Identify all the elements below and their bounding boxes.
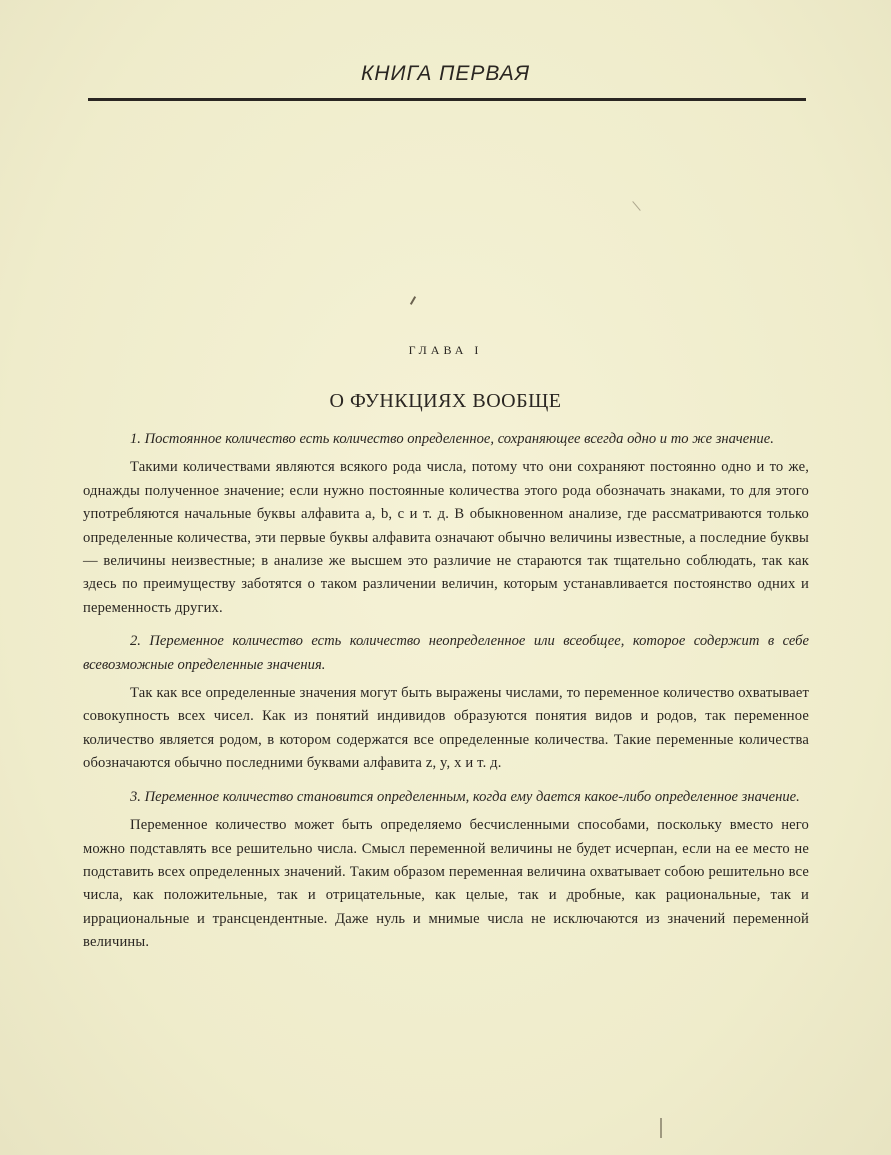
running-header: КНИГА ПЕРВАЯ [360,62,531,85]
section-2-thesis: 2. Переменное количество есть количество неопределенное или всеобщее, которое содержит в себе всевозможные определенные значения. [83,633,809,673]
chapter-number: ГЛАВА I [408,343,483,357]
scan-mark [410,296,416,305]
scan-mark [632,201,640,211]
section-3-thesis: 3. Переменное количество становится определенным, когда ему дается какое-либо определенное значение. [130,788,800,805]
section-3-explanation: Переменное количество может быть определяемо бесчисленными способами, поскольку вместо него можно подставлять все решительно числа. Смысл переменной величины не будет исчерпан, если на ее место не подставить всех определенных значений. Таким образом переменная величина охватывает собою решительно все числа, как положительные, так и отрицательные, как целые, так и дробные, как рациональные, так и иррациональные и трансцендентные. Даже нуль и мнимые числа не исключаются из значений переменной величины. [83,817,809,951]
section-1-thesis: 1. Постоянное количество есть количество определенное, сохраняющее всегда одно и то же значение. [130,431,774,447]
section-1-explanation: Такими количествами являются всякого рода числа, потому что они сохраняют постоянно одно и то же, однажды полученное значение; если нужно постоянные количества этого рода обозначать знаками, то для этого употребляются начальные буквы алфавита a, b, c и т. д. В обыкновенном анализе, где рассматриваются только определенные количества, эти первые буквы алфавита означают обычно величины известные, а последние буквы — величины неизвестные; в анализе же высшем это различие не стараются так тщательно соблюдать, так как здесь по преимуществу заботятся о таком различении величин, которым устанавливается постоянство одних и переменность других. [83,459,809,616]
section-2-explanation: Так как все определенные значения могут быть выражены числами, то переменное количество охватывает совокупность всех чисел. Как из понятий индивидов образуются понятия видов и родов, так переменное количество является родом, в котором содержатся все определенные количества. Такие переменные количества обозначаются обычно последними буквами алфавита z, y, x и т. д. [83,685,809,772]
body-text [83,428,809,965]
header-rule [88,98,806,101]
scan-mark [660,1118,662,1138]
chapter-title: О ФУНКЦИЯХ ВООБЩЕ [329,390,562,412]
